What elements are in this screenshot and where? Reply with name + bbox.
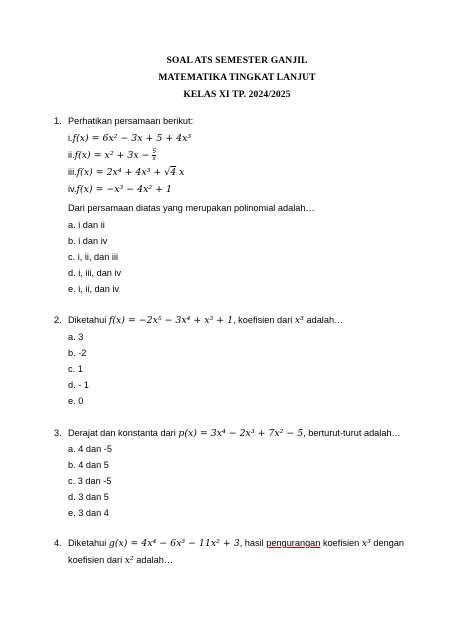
q2-prompt-c: adalah… xyxy=(303,315,344,325)
q4-prompt-c: koefisien xyxy=(320,538,362,548)
q1-item-ii xyxy=(68,149,156,162)
question-3-prompt xyxy=(68,428,401,439)
q3-option-a: a. 4 dan -5 xyxy=(68,444,112,454)
q1-option-a: a. i dan ii xyxy=(68,220,105,230)
q4-line2-b: adalah… xyxy=(133,555,174,565)
q1-option-e: e. i, ii, dan iv xyxy=(68,284,120,294)
q3-expr: p(x) = 3x⁴ − 2x³ + 7x² − 5 xyxy=(178,428,304,439)
q1-item-iii-expr: f(x) = 2x⁴ + 4x³ + √ xyxy=(76,167,171,178)
q1-item-iv-label: iv. xyxy=(68,184,77,194)
q1-item-i-label: i. xyxy=(68,133,73,143)
doc-title-line3: KELAS XI TP. 2024/2025 xyxy=(183,89,291,100)
q1-item-iii-label: iii. xyxy=(68,167,77,177)
question-1-text: Dari persamaan diatas yang merupakan polinomial adalah… xyxy=(68,203,315,213)
q2-option-c: c. 1 xyxy=(68,364,83,374)
q1-item-ii-label: ii. xyxy=(68,149,75,160)
q3-prompt-b: , berturut-turut adalah… xyxy=(303,428,401,438)
q1-option-b: b. i dan iv xyxy=(68,236,108,246)
q1-item-ii-fraction xyxy=(152,149,155,162)
question-3-number: 3. xyxy=(54,428,62,438)
q2-expr: f(x) = −2x⁵ − 3x⁴ + x³ + 1 xyxy=(108,315,234,326)
q2-option-d: d. - 1 xyxy=(68,380,89,390)
q2-prompt-b: , koefisien dari xyxy=(233,315,295,325)
question-4-prompt-line2 xyxy=(68,555,173,566)
question-1-number: 1. xyxy=(54,116,62,126)
q4-expr2: x³ xyxy=(361,538,371,549)
doc-title-line1: SOAL ATS SEMESTER GANJIL xyxy=(166,55,308,66)
q2-prompt-a: Diketahui xyxy=(68,315,109,325)
question-2-number: 2. xyxy=(54,315,62,325)
q4-expr: g(x) = 4x⁴ − 6x³ − 11x² + 3 xyxy=(108,538,240,549)
doc-title-line2: MATEMATIKA TINGKAT LANJUT xyxy=(158,72,316,83)
q1-item-iii xyxy=(68,167,184,178)
q1-option-c: c. i, ii, dan iii xyxy=(68,252,119,262)
q4-underlined-word: pengurangan xyxy=(266,538,321,548)
fraction-numerator: 5 xyxy=(152,149,156,155)
q3-option-e: e. 3 dan 4 xyxy=(68,508,109,518)
q2-expr2: x³ xyxy=(294,315,304,326)
q1-item-iv-expr: f(x) = −x³ − 4x² + 1 xyxy=(76,184,172,195)
q1-item-i-expr: f(x) = 6x² − 3x + 5 + 4x³ xyxy=(72,133,192,144)
q4-line2-expr: x² xyxy=(124,555,134,566)
q1-option-d: d. i, iii, dan iv xyxy=(68,268,122,278)
q2-option-b: b. -2 xyxy=(68,348,87,358)
q2-option-e: e. 0 xyxy=(68,396,84,406)
question-4-number: 4. xyxy=(54,538,62,548)
q1-item-iii-expr-tail: x xyxy=(176,167,185,178)
q1-item-i xyxy=(68,133,191,144)
q4-prompt-b: , hasil xyxy=(239,538,267,548)
q4-prompt-d: dengan xyxy=(370,538,405,548)
q3-option-c: c. 3 dan -5 xyxy=(68,476,112,486)
q1-item-iv xyxy=(68,184,172,195)
q4-line2-a: koefisien dari xyxy=(68,555,125,565)
q3-prompt-a: Derajat dan konstanta dari xyxy=(68,428,179,438)
question-2-prompt xyxy=(68,315,343,326)
q1-item-ii-expr: f(x) = x² + 3x − xyxy=(74,149,153,161)
q3-option-d: d. 3 dan 5 xyxy=(68,492,109,502)
fraction-denominator: x xyxy=(152,156,156,162)
q4-prompt-a: Diketahui xyxy=(68,538,109,548)
q2-option-a: a. 3 xyxy=(68,332,84,342)
q3-option-b: b. 4 dan 5 xyxy=(68,460,109,470)
question-4-prompt xyxy=(68,538,404,549)
question-1-prompt: Perhatikan persamaan berikut: xyxy=(68,116,194,126)
q1-item-iii-root-arg: 4 xyxy=(170,167,177,178)
